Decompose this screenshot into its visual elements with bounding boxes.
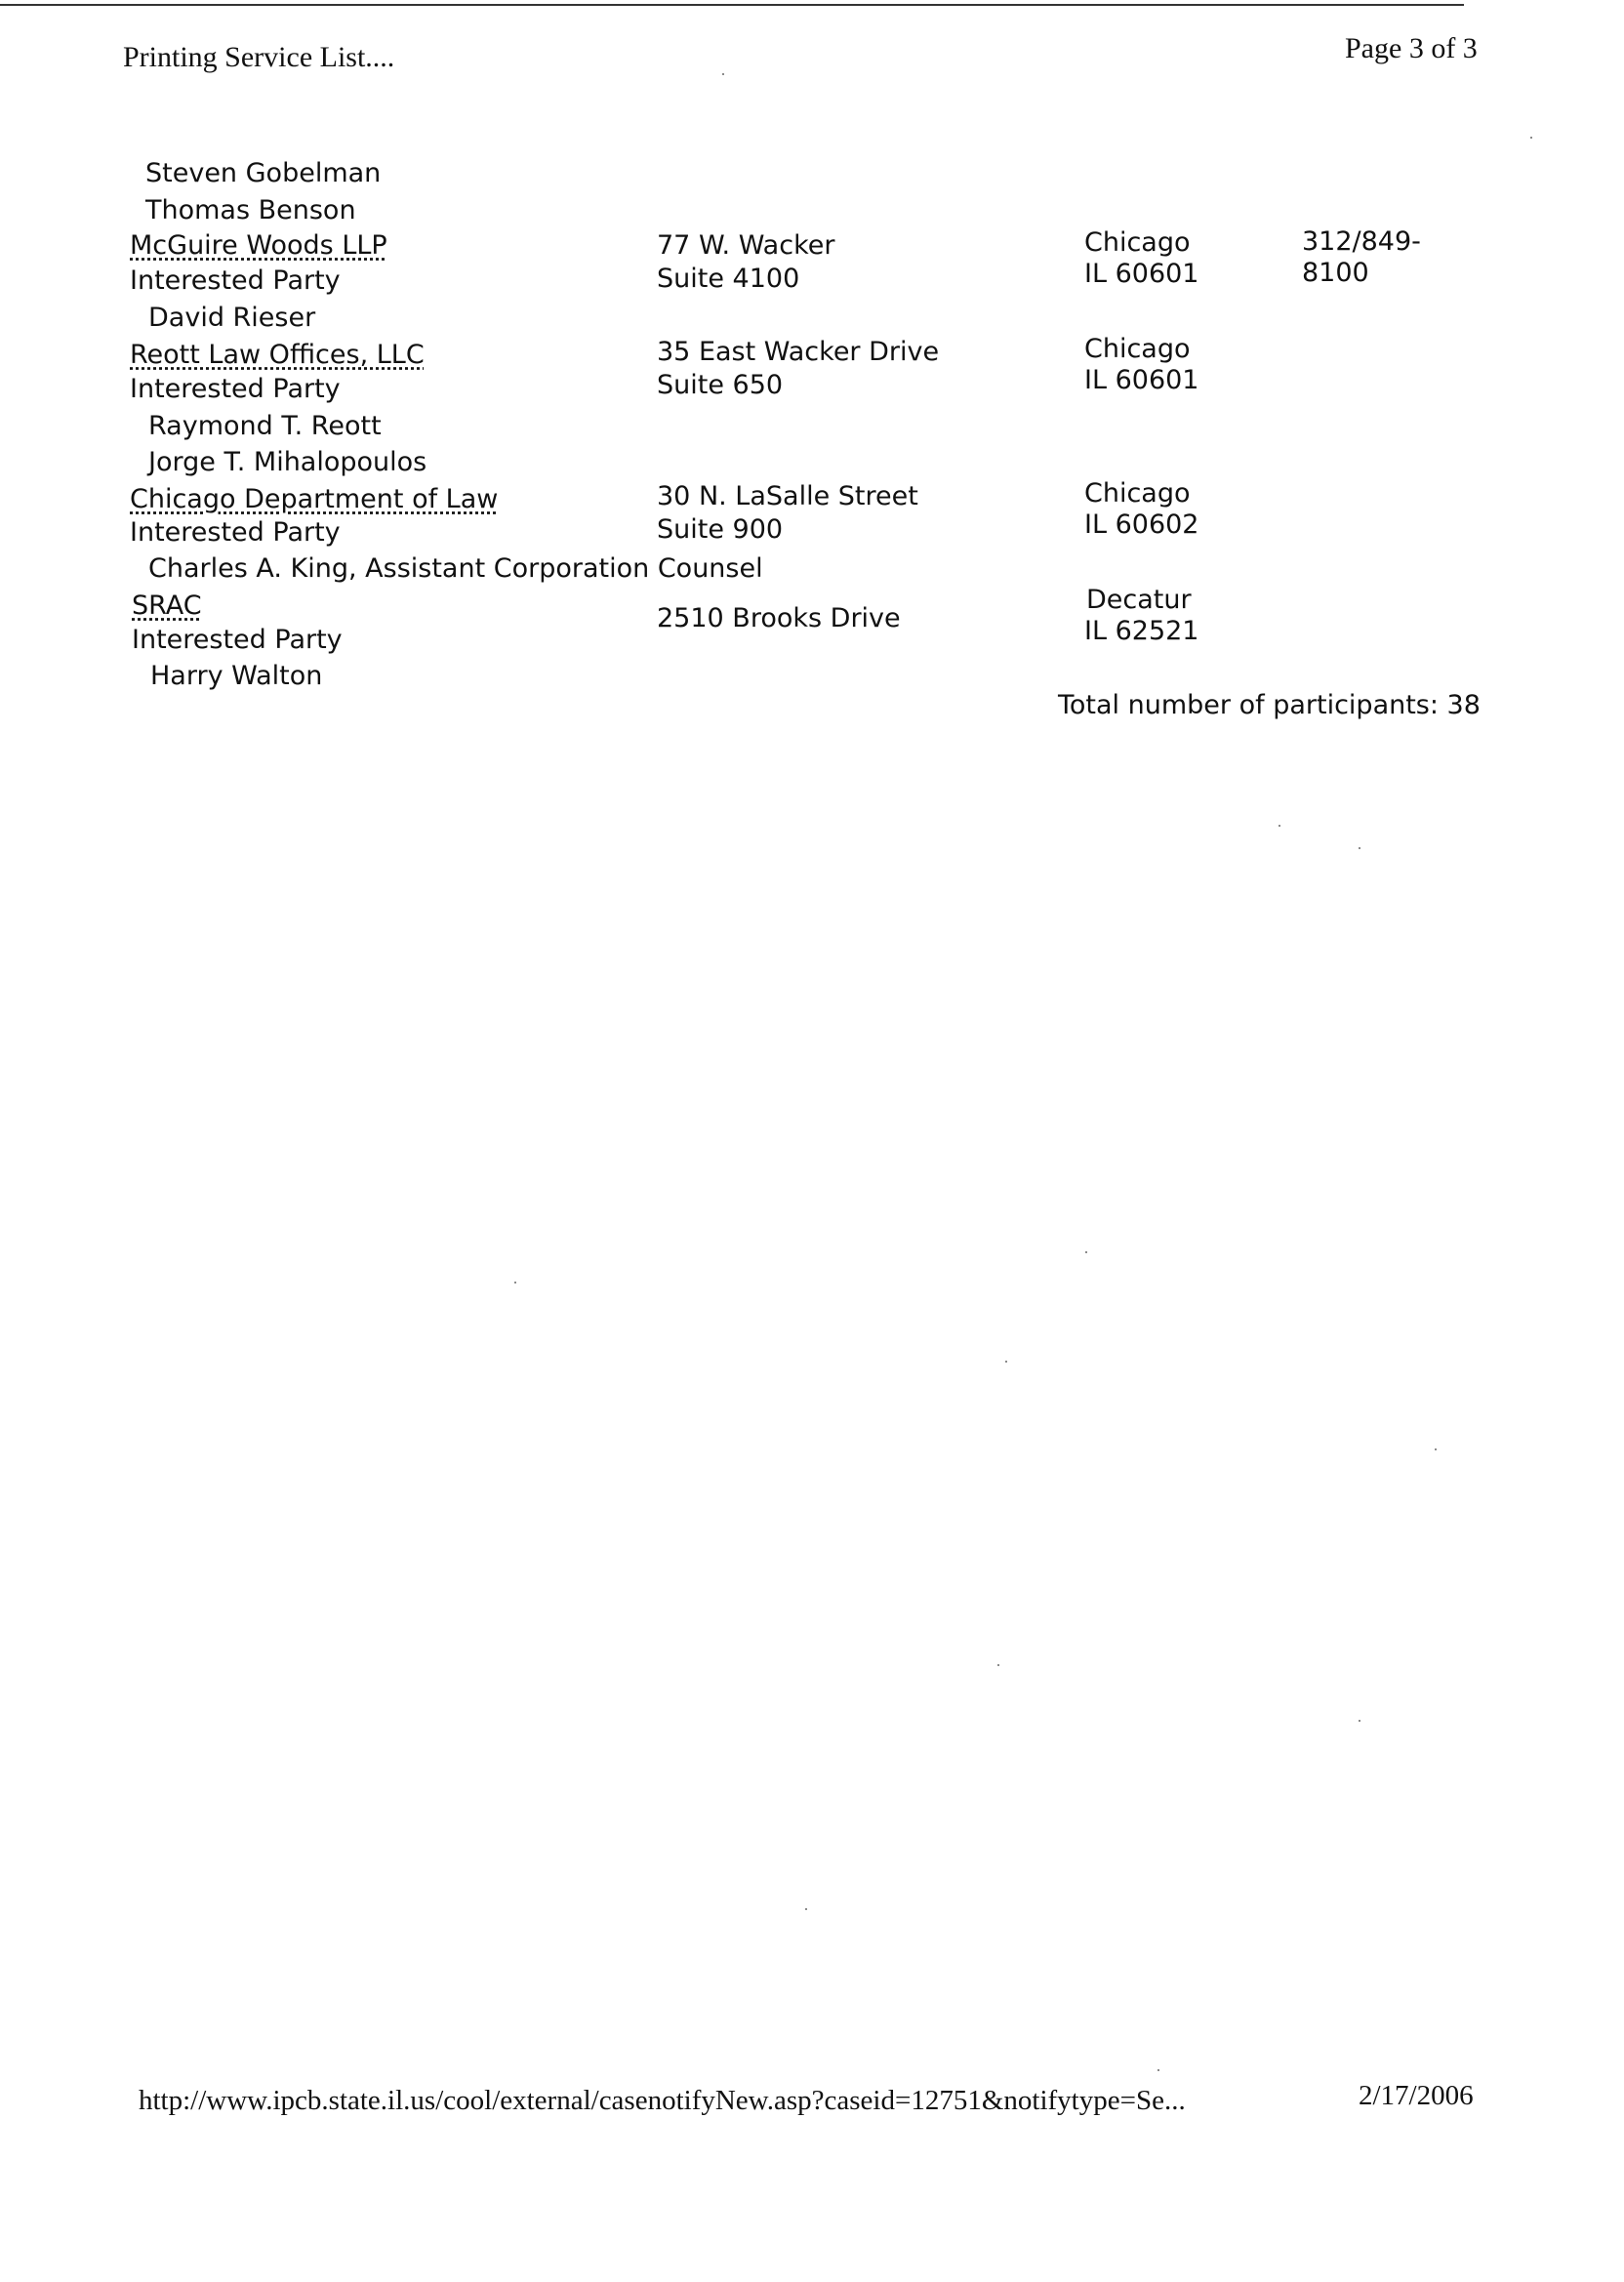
page-number: Page 3 of 3 xyxy=(1345,32,1478,64)
city: Chicago xyxy=(1084,334,1191,364)
top-rule xyxy=(0,4,1464,6)
state-zip: IL 62521 xyxy=(1084,616,1199,646)
participant-total: Total number of participants: 38 xyxy=(1058,690,1481,720)
party-role: Interested Party xyxy=(130,265,341,296)
org-link-srac[interactable]: SRAC xyxy=(132,591,202,621)
party-role: Interested Party xyxy=(130,374,341,404)
scan-speck xyxy=(1085,1251,1087,1253)
page-title: Printing Service List.... xyxy=(123,41,395,73)
address-line-1: 35 East Wacker Drive xyxy=(657,337,940,367)
contact-name: Raymond T. Reott xyxy=(148,411,382,441)
org-link-chicago-department-of-law[interactable]: Chicago Department of Law xyxy=(130,484,499,514)
org-link-reott-law-offices[interactable]: Reott Law Offices, LLC xyxy=(130,340,425,370)
address-line-1: 30 N. LaSalle Street xyxy=(657,481,918,511)
org-link-mcguire-woods[interactable]: McGuire Woods LLP xyxy=(130,230,387,261)
contact-name: Harry Walton xyxy=(150,661,323,691)
phone-line-1: 312/849- xyxy=(1302,226,1421,257)
scan-speck xyxy=(1005,1361,1007,1363)
address-line-2: Suite 900 xyxy=(657,514,784,545)
scan-speck xyxy=(1359,847,1360,849)
contact-name: David Rieser xyxy=(148,303,316,333)
address-line-2: Suite 4100 xyxy=(657,264,800,294)
scan-speck xyxy=(1279,825,1280,827)
address-line-2: Suite 650 xyxy=(657,370,784,400)
phone-line-2: 8100 xyxy=(1302,258,1369,288)
scan-speck xyxy=(722,73,724,75)
scan-speck xyxy=(997,1664,999,1666)
scan-speck xyxy=(1157,2069,1159,2071)
address-line-1: 2510 Brooks Drive xyxy=(657,603,901,633)
city: Chicago xyxy=(1084,478,1191,509)
scan-speck xyxy=(1435,1448,1437,1450)
city: Chicago xyxy=(1084,227,1191,258)
state-zip: IL 60601 xyxy=(1084,365,1199,395)
scan-speck xyxy=(805,1908,807,1910)
scan-speck xyxy=(1359,1720,1360,1722)
state-zip: IL 60602 xyxy=(1084,509,1199,540)
contact-name: Jorge T. Mihalopoulos xyxy=(148,447,427,477)
party-role: Interested Party xyxy=(130,517,341,548)
scan-speck xyxy=(514,1282,516,1284)
scan-speck xyxy=(1530,137,1532,139)
city: Decatur xyxy=(1086,585,1192,615)
footer-date: 2/17/2006 xyxy=(1359,2080,1474,2111)
party-role: Interested Party xyxy=(132,625,343,655)
address-line-1: 77 W. Wacker xyxy=(657,230,835,261)
contact-name: Steven Gobelman xyxy=(145,158,382,188)
contact-name: Thomas Benson xyxy=(145,195,356,225)
footer-url: http://www.ipcb.state.il.us/cool/external/casenotifyNew.asp?caseid=12751&notifytype=Se... xyxy=(139,2085,1186,2116)
contact-name: Charles A. King, Assistant Corporation Counsel xyxy=(148,553,763,584)
state-zip: IL 60601 xyxy=(1084,259,1199,289)
